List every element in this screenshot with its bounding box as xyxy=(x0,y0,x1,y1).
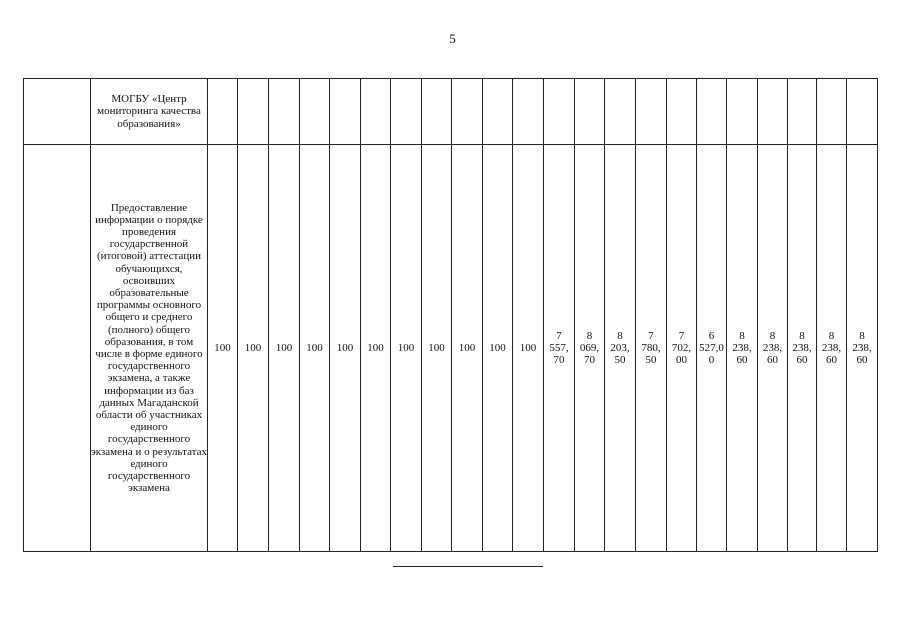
finance-line: 50 xyxy=(614,354,626,367)
finance-line: 203, xyxy=(610,341,630,354)
finance-line: 7 xyxy=(678,329,685,342)
finance-line: 702, xyxy=(671,341,692,354)
finance-line: 7 xyxy=(556,329,562,342)
finance-line: 238, xyxy=(821,341,842,354)
finance-cell xyxy=(544,145,575,552)
finance-line: 527,0 xyxy=(699,341,724,354)
finance-line: 238, xyxy=(792,341,812,354)
finance-line: 8 xyxy=(769,329,776,342)
finance-line: 60 xyxy=(856,354,868,367)
footer-divider xyxy=(393,566,543,567)
finance-line: 70 xyxy=(553,354,565,367)
service-row-first-cell xyxy=(24,145,91,552)
finance-line: 8 xyxy=(799,329,805,342)
indicator-cell: 100 xyxy=(300,145,330,552)
org-row xyxy=(24,79,878,145)
finance-line: 0 xyxy=(708,354,715,367)
indicator-cell: 100 xyxy=(269,145,300,552)
indicator-cell: 100 xyxy=(361,145,391,552)
finance-line: 50 xyxy=(645,354,657,367)
finance-cell xyxy=(636,145,667,552)
finance-line: 8 xyxy=(586,329,593,342)
finance-line: 238, xyxy=(852,341,872,354)
service-description: Предоставление информации о порядке проведения государственной (итоговой) аттестации обучающихся, освоивших образовательные программы основного общего и среднего (полного) общего образования, в том числе в форме единого государственного экзамена, а также информации из баз данных Магаданской области об участниках единого государственного экзамена и о результатах единого государственного экзамена xyxy=(91,145,208,552)
indicator-cell: 100 xyxy=(483,145,513,552)
finance-cell xyxy=(605,145,636,552)
indicator-cell: 100 xyxy=(452,145,483,552)
finance-line: 8 xyxy=(617,329,623,342)
finance-line: 780, xyxy=(641,341,661,354)
finance-line: 60 xyxy=(826,354,837,367)
finance-line: 00 xyxy=(676,354,687,367)
finance-line: 7 xyxy=(648,329,654,342)
finance-cell xyxy=(727,145,758,552)
finance-line: 8 xyxy=(828,329,835,342)
indicator-cell: 100 xyxy=(391,145,422,552)
finance-line: 60 xyxy=(796,354,808,367)
finance-line: 557, xyxy=(549,341,569,354)
indicator-cell: 100 xyxy=(208,145,238,552)
service-row xyxy=(24,145,878,552)
finance-cell xyxy=(758,145,788,552)
org-row-first-cell xyxy=(24,79,91,145)
finance-line: 069, xyxy=(579,341,600,354)
finance-line: 238, xyxy=(762,341,783,354)
finance-line: 60 xyxy=(736,354,748,367)
finance-line: 8 xyxy=(859,329,865,342)
finance-line: 6 xyxy=(708,329,715,342)
services-table xyxy=(23,78,878,552)
finance-line: 8 xyxy=(739,329,745,342)
indicator-cell: 100 xyxy=(330,145,361,552)
org-name: МОГБУ «Центр мониторинга качества образования» xyxy=(91,79,208,145)
finance-line: 60 xyxy=(767,354,778,367)
finance-cell xyxy=(667,145,697,552)
finance-cell xyxy=(847,145,878,552)
page-number: 5 xyxy=(449,31,456,46)
finance-cell xyxy=(788,145,817,552)
indicator-cell: 100 xyxy=(513,145,544,552)
finance-line: 70 xyxy=(584,354,595,367)
finance-line: 238, xyxy=(732,341,752,354)
indicator-cell: 100 xyxy=(238,145,269,552)
finance-cell xyxy=(697,145,727,552)
indicator-cell: 100 xyxy=(422,145,452,552)
finance-cell xyxy=(575,145,605,552)
finance-cell xyxy=(817,145,847,552)
